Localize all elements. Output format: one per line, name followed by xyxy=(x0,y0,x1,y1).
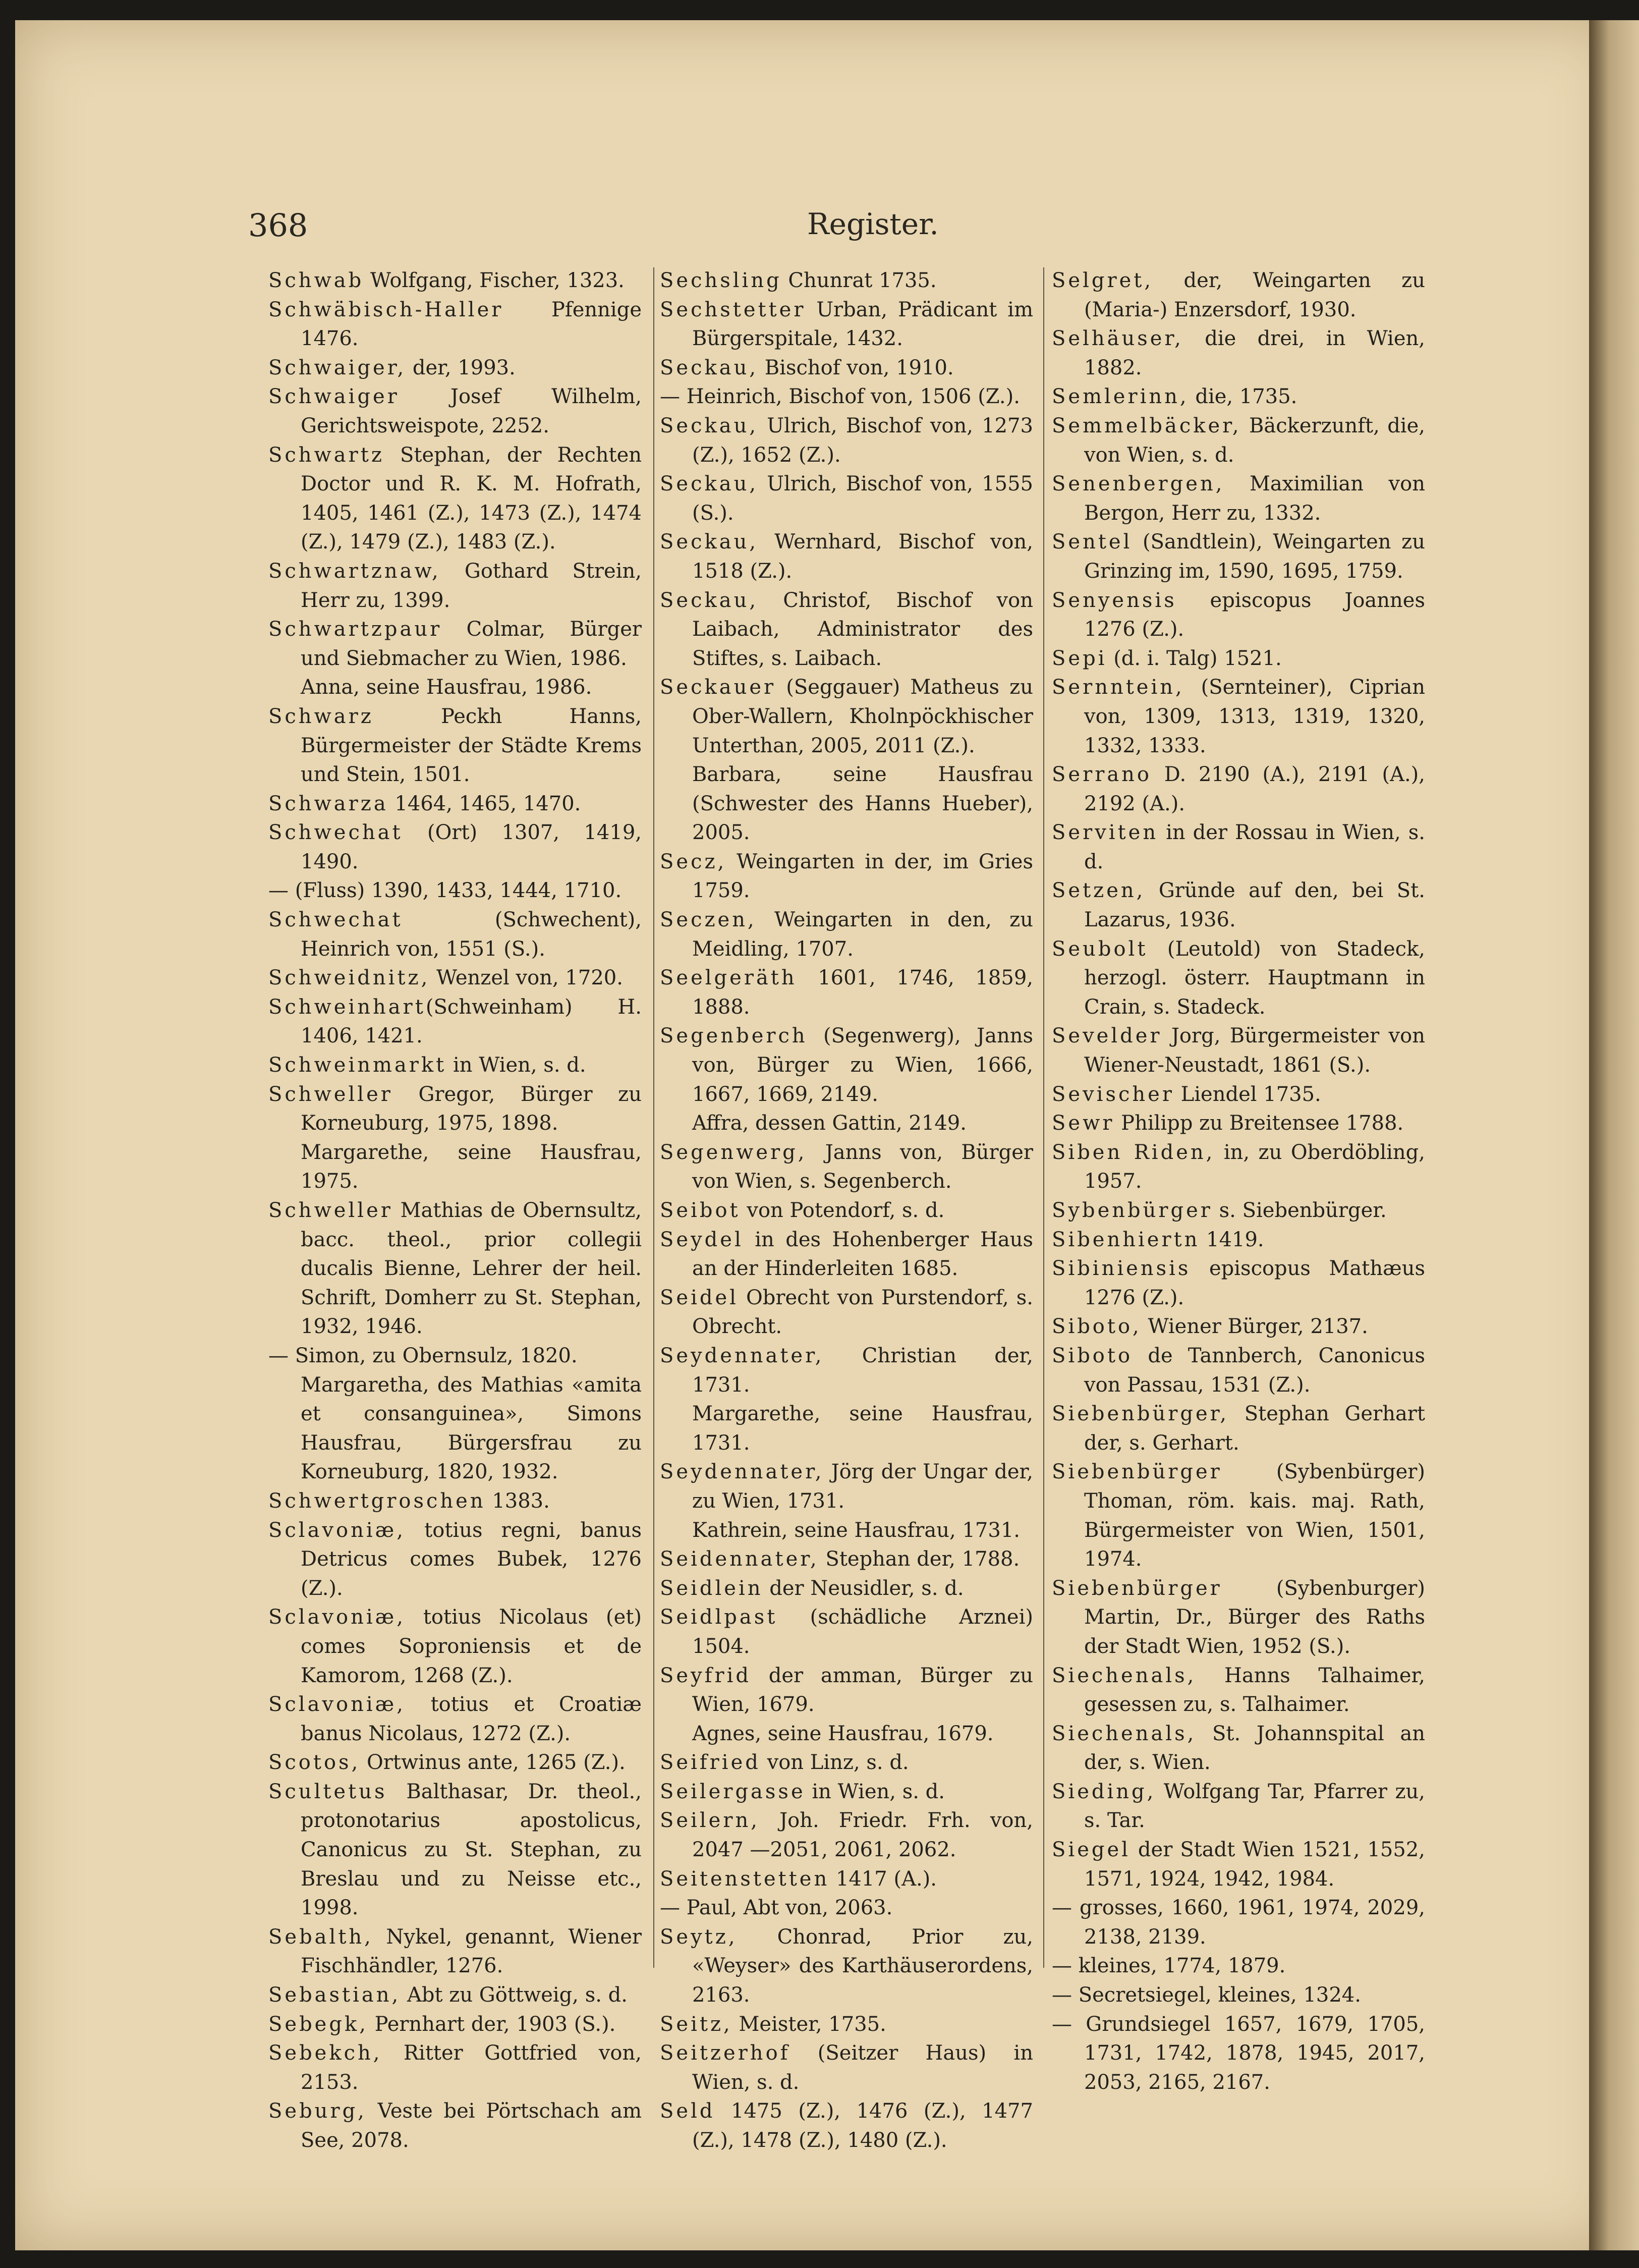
register-entry xyxy=(268,1778,642,1923)
entry-text: Margarethe, seine Hausfrau, 1731. xyxy=(692,1402,1033,1455)
register-entry xyxy=(268,557,642,615)
register-entry xyxy=(268,354,642,383)
entry-keyword: Sibiniensis xyxy=(1052,1257,1191,1281)
entry-text: — (Fluss) 1390, 1433, 1444, 1710. xyxy=(268,879,622,903)
entry-keyword: Siebenbürger xyxy=(1052,1576,1222,1600)
register-entry xyxy=(660,1748,1033,1778)
entry-keyword: Schweller xyxy=(268,1199,393,1222)
register-entry xyxy=(1052,1022,1425,1080)
entry-keyword: Schweidnitz, xyxy=(268,966,430,990)
entry-text: Wolfgang, Fischer, 1323. xyxy=(364,269,625,292)
register-entry xyxy=(1052,1894,1425,1952)
entry-text: Ritter Gottfried von, 2153. xyxy=(301,2041,642,2094)
entry-keyword: Siboto, xyxy=(1052,1315,1142,1339)
register-entry xyxy=(1052,1138,1425,1196)
entry-keyword: Schweller xyxy=(268,1082,393,1106)
register-entry xyxy=(660,1574,1033,1603)
register-entry xyxy=(660,1284,1033,1342)
entry-text: Maximilian von Bergon, Herr zu, 1332. xyxy=(1084,472,1425,525)
entry-text: Chunrat 1735. xyxy=(781,269,937,292)
register-column-1 xyxy=(268,266,642,2155)
entry-keyword: Sclavoniæ, xyxy=(268,1693,406,1717)
entry-text: 1419. xyxy=(1200,1228,1264,1251)
entry-keyword: Serrano xyxy=(1052,763,1152,787)
entry-text: von Potendorf, s. d. xyxy=(740,1199,945,1222)
register-entry xyxy=(1052,1981,1425,2010)
entry-keyword: Siboto xyxy=(1052,1344,1133,1367)
register-entry xyxy=(268,790,642,819)
entry-text: Gregor, Bürger zu Korneuburg, 1975, 1898. xyxy=(301,1082,642,1135)
entry-keyword: Siechenals, xyxy=(1052,1722,1197,1745)
entry-text: (Schweinham) H. 1406, 1421. xyxy=(301,995,642,1048)
register-entry xyxy=(660,354,1033,383)
entry-text: (schädliche Arznei) 1504. xyxy=(692,1606,1033,1658)
entry-text: Jorg, Bürgermeister von Wiener-Neustadt, 1861 (S.). xyxy=(1084,1024,1425,1077)
register-entry xyxy=(660,964,1033,1022)
entry-text: der, 1993. xyxy=(406,356,516,379)
entry-text: 1475 (Z.), 1476 (Z.), 1477 (Z.), 1478 (Z.), 1480 (Z.). xyxy=(692,2099,1033,2152)
register-entry xyxy=(660,1109,1033,1138)
register-entry xyxy=(268,993,642,1051)
register-entry xyxy=(660,1662,1033,1720)
register-entry xyxy=(660,1226,1033,1284)
entry-keyword: Schwaiger xyxy=(268,385,400,409)
register-entry xyxy=(1052,1109,1425,1138)
entry-text: Agnes, seine Hausfrau, 1679. xyxy=(692,1722,994,1745)
register-column-3 xyxy=(1052,266,1425,2097)
entry-text: in, zu Oberdöbling, 1957. xyxy=(1084,1140,1425,1193)
entry-keyword: Seckau, xyxy=(660,414,759,437)
entry-text: 1464, 1465, 1470. xyxy=(388,792,581,815)
entry-text: Christian der, 1731. xyxy=(692,1344,1033,1397)
entry-text: die drei, in Wien, 1882. xyxy=(1084,327,1425,379)
entry-text: Pfennige 1476. xyxy=(301,298,642,351)
register-entry xyxy=(268,1080,642,1138)
entry-text: der, Weingarten zu (Maria-) Enzersdorf, 1930. xyxy=(1084,269,1425,321)
entry-text: Bäckerzunft, die, von Wien, s. d. xyxy=(1084,414,1425,467)
register-entry xyxy=(268,2039,642,2097)
entry-text: in Wien, s. d. xyxy=(805,1780,945,1803)
register-entry xyxy=(1052,818,1425,876)
entry-keyword: Seckau, xyxy=(660,472,759,496)
entry-text: (Seggauer) Matheus zu Ober-Wallern, Kholnpöckhischer Unterthan, 2005, 2011 (Z.). xyxy=(692,676,1033,757)
register-entry xyxy=(1052,1312,1425,1342)
register-entry xyxy=(268,296,642,354)
entry-keyword: Segenberch xyxy=(660,1024,808,1048)
register-entry xyxy=(660,1196,1033,1226)
entry-text: in der Rossau in Wien, s. d. xyxy=(1084,821,1425,873)
entry-keyword: Semmelbäcker, xyxy=(1052,414,1241,437)
register-entry xyxy=(660,1516,1033,1545)
register-entry xyxy=(660,382,1033,412)
register-entry xyxy=(1052,1720,1425,1778)
entry-text: Colmar, Bürger und Siebmacher zu Wien, 1986. xyxy=(301,618,642,670)
register-entry xyxy=(660,1778,1033,1807)
entry-keyword: Sebekch, xyxy=(268,2041,382,2065)
entry-text: Ulrich, Bischof von, 1555 (S.). xyxy=(692,472,1033,525)
entry-text: Wernhard, Bischof von, 1518 (Z.). xyxy=(692,530,1033,583)
register-entry xyxy=(1052,528,1425,586)
register-entry xyxy=(660,906,1033,964)
entry-keyword: Schwarz xyxy=(268,704,374,728)
entry-keyword: Siegel xyxy=(1052,1838,1131,1862)
register-entry xyxy=(268,818,642,876)
register-entry xyxy=(660,470,1033,528)
register-entry xyxy=(268,1051,642,1080)
entry-text: (d. i. Talg) 1521. xyxy=(1107,646,1282,670)
entry-text: Christof, Bischof von Laibach, Administrator des Stiftes, s. Laibach. xyxy=(692,588,1033,670)
register-entry xyxy=(268,1981,642,2010)
register-entry xyxy=(268,1371,642,1487)
register-entry xyxy=(268,1516,642,1603)
register-entry xyxy=(1052,2010,1425,2097)
entry-keyword: Seubolt xyxy=(1052,937,1148,961)
entry-keyword: Seckau, xyxy=(660,356,759,379)
register-entry xyxy=(268,906,642,964)
register-entry xyxy=(660,673,1033,760)
entry-text: die, 1735. xyxy=(1189,385,1297,409)
entry-keyword: Seld xyxy=(660,2099,715,2123)
entry-text: St. Johannspital an der, s. Wien. xyxy=(1084,1722,1425,1775)
entry-keyword: Sebegk, xyxy=(268,2012,368,2036)
entry-keyword: Sybenbürger xyxy=(1052,1199,1213,1222)
register-entry xyxy=(268,673,642,702)
entry-text: der Neusidler, s. d. xyxy=(763,1576,964,1600)
entry-keyword: Seidel xyxy=(660,1286,739,1309)
entry-text: Josef Wilhelm, Gerichtsweispote, 2252. xyxy=(301,385,642,437)
register-entry xyxy=(660,1923,1033,2010)
entry-text: Meister, 1735. xyxy=(732,2012,886,2036)
entry-text: Abt zu Göttweig, s. d. xyxy=(401,1983,628,2007)
entry-keyword: Seidlein xyxy=(660,1576,763,1600)
entry-keyword: Sernntein, xyxy=(1052,676,1184,699)
register-entry xyxy=(268,2097,642,2155)
entry-text: Stephan, der Rechten Doctor und R. K. M. Hofrath, 1405, 1461 (Z.), 1473 (Z.), 1474 (Z.), 1479 (Z.), 1483 (Z.). xyxy=(301,443,642,554)
register-entry xyxy=(660,1806,1033,1864)
entry-text: totius et Croatiæ banus Nicolaus, 1272 (Z.). xyxy=(301,1693,642,1745)
entry-text: Chonrad, Prior zu, «Weyser» des Karthäuserordens, 2163. xyxy=(692,1925,1033,2007)
entry-text: totius Nicolaus (et) comes Soproniensis et de Kamorom, 1268 (Z.). xyxy=(301,1606,642,1687)
entry-keyword: Seydennater, xyxy=(660,1344,824,1367)
entry-keyword: Sevischer xyxy=(1052,1082,1174,1106)
column-rule xyxy=(1043,267,1044,1968)
entry-keyword: Seilergasse xyxy=(660,1780,806,1803)
entry-keyword: Seitz, xyxy=(660,2012,732,2036)
entry-text: Wenzel von, 1720. xyxy=(430,966,623,990)
entry-keyword: Siebenbürger xyxy=(1052,1460,1222,1484)
entry-keyword: Schwäbisch-Haller xyxy=(268,298,504,321)
entry-text: s. Siebenbürger. xyxy=(1212,1199,1387,1222)
entry-keyword: Senyensis xyxy=(1052,588,1177,612)
entry-text: Ortwinus ante, 1265 (Z.). xyxy=(360,1751,626,1775)
register-entry xyxy=(268,1342,642,1371)
entry-text: Wolfgang Tar, Pfarrer zu, s. Tar. xyxy=(1084,1780,1425,1833)
register-entry xyxy=(268,876,642,906)
entry-keyword: Sevelder xyxy=(1052,1024,1162,1048)
entry-text: (Ort) 1307, 1419, 1490. xyxy=(301,821,642,873)
running-title: Register. xyxy=(807,207,939,241)
entry-text: Urban, Prädicant im Bürgerspitale, 1432. xyxy=(692,298,1033,351)
register-entry xyxy=(1052,586,1425,644)
entry-text: — Secretsiegel, kleines, 1324. xyxy=(1052,1983,1361,2007)
entry-keyword: Seitenstetten xyxy=(660,1867,830,1891)
entry-keyword: Schwarza xyxy=(268,792,388,815)
entry-keyword: Sibenhiertn xyxy=(1052,1228,1200,1251)
entry-text: Veste bei Pörtschach am See, 2078. xyxy=(301,2099,642,2152)
register-entry xyxy=(1052,1226,1425,1255)
register-entry xyxy=(660,1865,1033,1894)
entry-keyword: Seilern, xyxy=(660,1809,760,1833)
entry-keyword: Scultetus xyxy=(268,1780,387,1803)
entry-keyword: Seelgeräth xyxy=(660,966,797,990)
entry-text: Stephan Gerhart der, s. Gerhart. xyxy=(1084,1402,1425,1455)
entry-text: in des Hohenberger Haus an der Hinderleiten 1685. xyxy=(692,1228,1033,1281)
register-entry xyxy=(1052,935,1425,1022)
register-entry xyxy=(1052,324,1425,382)
entry-text: Barbara, seine Hausfrau (Schwester des Hanns Hueber), 2005. xyxy=(692,763,1033,845)
entry-text: 1601, 1746, 1859, 1888. xyxy=(692,966,1033,1019)
entry-keyword: Segenwerg, xyxy=(660,1140,807,1164)
entry-text: Bischof von, 1910. xyxy=(758,356,954,379)
register-entry xyxy=(660,848,1033,906)
register-entry xyxy=(1052,1836,1425,1894)
entry-keyword: Seifried xyxy=(660,1751,761,1775)
entry-text: Nykel, genannt, Wiener Fischhändler, 1276. xyxy=(301,1925,642,1978)
entry-text: Weingarten in den, zu Meidling, 1707. xyxy=(692,908,1033,961)
entry-keyword: Sechstetter xyxy=(660,298,806,321)
register-entry xyxy=(660,412,1033,470)
entry-text: episcopus Joannes 1276 (Z.). xyxy=(1084,588,1425,641)
register-entry xyxy=(1052,1662,1425,1720)
register-entry xyxy=(660,1545,1033,1574)
entry-keyword: Scotos, xyxy=(268,1751,361,1775)
register-entry xyxy=(268,1603,642,1690)
entry-keyword: Selgret, xyxy=(1052,269,1154,292)
entry-keyword: Seckau, xyxy=(660,530,759,554)
entry-keyword: Siechenals, xyxy=(1052,1664,1197,1687)
entry-text: Liendel 1735. xyxy=(1174,1082,1321,1106)
entry-text: Weingarten in der, im Gries 1759. xyxy=(692,850,1033,903)
entry-text: Anna, seine Hausfrau, 1986. xyxy=(301,676,592,699)
register-entry xyxy=(1052,266,1425,324)
entry-text: 1383. xyxy=(485,1489,550,1513)
register-entry xyxy=(1052,1254,1425,1312)
entry-keyword: Serviten xyxy=(1052,821,1159,845)
register-entry xyxy=(1052,673,1425,760)
entry-text: (Sybenburger) Martin, Dr., Bürger des Raths der Stadt Wien, 1952 (S.). xyxy=(1084,1576,1425,1658)
entry-keyword: Seibot xyxy=(660,1199,741,1222)
entry-keyword: Sclavoniæ, xyxy=(268,1518,406,1542)
register-entry xyxy=(268,702,642,790)
entry-keyword: Sepi xyxy=(1052,646,1107,670)
entry-keyword: Seidlpast xyxy=(660,1606,778,1629)
register-entry xyxy=(268,1138,642,1196)
entry-keyword: Setzen, xyxy=(1052,879,1146,903)
entry-keyword: Schwaiger, xyxy=(268,356,407,379)
entry-text: Peckh Hanns, Bürgermeister der Städte Krems und Stein, 1501. xyxy=(301,704,642,787)
register-entry xyxy=(1052,1342,1425,1400)
entry-keyword: Senenbergen, xyxy=(1052,472,1225,496)
entry-text: (Sybenbürger) Thoman, röm. kais. maj. Rath, Bürgermeister von Wien, 1501, 1974. xyxy=(1084,1460,1425,1571)
entry-text: (Seitzer Haus) in Wien, s. d. xyxy=(692,2041,1033,2094)
entry-keyword: Schwab xyxy=(268,269,364,292)
entry-text: D. 2190 (A.), 2191 (A.), 2192 (A.). xyxy=(1084,763,1425,815)
register-entry xyxy=(660,760,1033,848)
register-entry xyxy=(1052,1400,1425,1458)
register-entry xyxy=(268,615,642,673)
register-entry xyxy=(268,1196,642,1342)
entry-keyword: Schwertgroschen xyxy=(268,1489,486,1513)
register-entry xyxy=(268,1923,642,1981)
entry-text: von Linz, s. d. xyxy=(760,1751,909,1775)
register-entry xyxy=(660,1400,1033,1458)
entry-keyword: Schweinhart xyxy=(268,995,426,1019)
register-entry xyxy=(268,964,642,993)
register-entry xyxy=(660,2039,1033,2097)
register-entry xyxy=(1052,1080,1425,1110)
entry-keyword: Schweinmarkt xyxy=(268,1054,447,1077)
register-entry xyxy=(660,1458,1033,1516)
entry-text: Mathias de Obernsultz, bacc. theol., prior collegii ducalis Bienne, Lehrer der heil. Schrift, Domherr zu St. Stephan, 1932, 1946. xyxy=(301,1199,642,1339)
entry-keyword: Sewr xyxy=(1052,1112,1115,1135)
entry-keyword: Seydel xyxy=(660,1228,744,1251)
entry-text: Wiener Bürger, 2137. xyxy=(1141,1315,1368,1339)
register-entry xyxy=(660,1603,1033,1661)
entry-text: Margaretha, des Mathias «amita et consanguinea», Simons Hausfrau, Bürgersfrau zu Korneuburg, 1820, 1932. xyxy=(301,1373,642,1484)
register-column-2 xyxy=(660,266,1033,2155)
entry-keyword: Schwartznaw, xyxy=(268,559,441,583)
entry-keyword: Seckauer xyxy=(660,676,776,699)
entry-keyword: Seczen, xyxy=(660,908,757,932)
entry-keyword: Schwechat xyxy=(268,908,403,932)
entry-keyword: Seytz, xyxy=(660,1925,738,1949)
entry-keyword: Sebastian, xyxy=(268,1983,401,2007)
entry-text: 1417 (A.). xyxy=(829,1867,937,1891)
register-entry xyxy=(660,2010,1033,2039)
entry-text: (Leutold) von Stadeck, herzogl. österr. Hauptmann in Crain, s. Stadeck. xyxy=(1084,937,1425,1019)
column-rule xyxy=(653,267,654,1968)
entry-keyword: Schwartzpaur xyxy=(268,618,442,641)
register-entry xyxy=(660,2097,1033,2155)
register-entry xyxy=(268,2010,642,2039)
entry-keyword: Sebalth, xyxy=(268,1925,373,1949)
entry-text: Philipp zu Breitensee 1788. xyxy=(1114,1112,1404,1135)
entry-keyword: Seitzerhof xyxy=(660,2041,790,2065)
entry-text: Janns von, Bürger von Wien, s. Segenberch. xyxy=(692,1140,1033,1193)
entry-keyword: Sentel xyxy=(1052,530,1133,554)
register-entry xyxy=(1052,470,1425,528)
register-entry xyxy=(660,266,1033,296)
register-entry xyxy=(268,1487,642,1516)
register-entry xyxy=(1052,1952,1425,1981)
entry-text: Jörg der Ungar der, zu Wien, 1731. xyxy=(692,1460,1033,1513)
book-spine xyxy=(1589,20,1639,2250)
register-entry xyxy=(1052,1196,1425,1226)
entry-keyword: Schwechat xyxy=(268,821,403,845)
register-entry xyxy=(268,266,642,296)
entry-keyword: Secz, xyxy=(660,850,727,873)
entry-text: — Heinrich, Bischof von, 1506 (Z.). xyxy=(660,385,1020,409)
entry-text: der amman, Bürger zu Wien, 1679. xyxy=(692,1664,1033,1717)
entry-text: Joh. Friedr. Frh. von, 2047 —2051, 2061, 2062. xyxy=(692,1809,1033,1862)
entry-text: — Paul, Abt von, 2063. xyxy=(660,1896,893,1920)
entry-text: (Segenwerg), Janns von, Bürger zu Wien, 1666, 1667, 1669, 2149. xyxy=(692,1024,1033,1106)
entry-text: de Tannberch, Canonicus von Passau, 1531 (Z.). xyxy=(1084,1344,1425,1397)
entry-text: der Stadt Wien 1521, 1552, 1571, 1924, 1942, 1984. xyxy=(1084,1838,1425,1891)
entry-keyword: Seburg, xyxy=(268,2099,367,2123)
entry-text: (Sandtlein), Weingarten zu Grinzing im, 1590, 1695, 1759. xyxy=(1084,530,1425,583)
entry-keyword: Sieding, xyxy=(1052,1780,1156,1803)
entry-keyword: Selhäuser, xyxy=(1052,327,1183,351)
register-entry xyxy=(660,1138,1033,1196)
entry-keyword: Schwartz xyxy=(268,443,384,467)
register-entry xyxy=(1052,412,1425,470)
register-entry xyxy=(1052,1574,1425,1662)
entry-text: Margarethe, seine Hausfrau, 1975. xyxy=(301,1140,642,1193)
entry-keyword: Seidennater, xyxy=(660,1547,819,1571)
entry-text: Obrecht von Purstendorf, s. Obrecht. xyxy=(692,1286,1033,1339)
entry-text: episcopus Mathæus 1276 (Z.). xyxy=(1084,1257,1425,1309)
register-entry xyxy=(268,1690,642,1748)
entry-text: in Wien, s. d. xyxy=(446,1054,586,1077)
entry-text: (Sernteiner), Ciprian von, 1309, 1313, 1319, 1320, 1332, 1333. xyxy=(1084,676,1425,757)
entry-text: — Grundsiegel 1657, 1679, 1705, 1731, 1742, 1878, 1945, 2017, 2053, 2165, 2167. xyxy=(1052,2012,1425,2094)
entry-text: Hanns Talhaimer, gesessen zu, s. Talhaimer. xyxy=(1084,1664,1425,1717)
register-entry xyxy=(268,1748,642,1778)
entry-text: Affra, dessen Gattin, 2149. xyxy=(692,1112,967,1135)
register-entry xyxy=(660,528,1033,586)
register-entry xyxy=(660,1894,1033,1923)
entry-text: Balthasar, Dr. theol., protonotarius apostolicus, Canonicus zu St. Stephan, zu Breslau und zu Neisse etc., 1998. xyxy=(301,1780,642,1920)
register-entry xyxy=(660,1022,1033,1109)
entry-keyword: Seydennater, xyxy=(660,1460,824,1484)
register-entry xyxy=(1052,382,1425,412)
entry-keyword: Seckau, xyxy=(660,588,759,612)
register-entry xyxy=(660,296,1033,354)
entry-text: Gründe auf den, bei St. Lazarus, 1936. xyxy=(1084,879,1425,932)
register-entry xyxy=(660,1720,1033,1749)
entry-text: Pernhart der, 1903 (S.). xyxy=(368,2012,616,2036)
entry-keyword: Siben Riden, xyxy=(1052,1140,1215,1164)
register-entry xyxy=(268,441,642,557)
register-entry xyxy=(1052,644,1425,674)
register-entry xyxy=(1052,760,1425,818)
entry-keyword: Sclavoniæ, xyxy=(268,1606,406,1629)
entry-keyword: Siebenbürger, xyxy=(1052,1402,1229,1426)
register-entry xyxy=(268,382,642,440)
register-entry xyxy=(1052,1778,1425,1836)
entry-text: — Simon, zu Obernsulz, 1820. xyxy=(268,1344,578,1367)
entry-text: (Schwechent), Heinrich von, 1551 (S.). xyxy=(301,908,642,961)
register-entry xyxy=(660,586,1033,674)
entry-text: — kleines, 1774, 1879. xyxy=(1052,1954,1286,1978)
entry-text: totius regni, banus Detricus comes Bubek, 1276 (Z.). xyxy=(301,1518,642,1600)
entry-text: Ulrich, Bischof von, 1273 (Z.), 1652 (Z.). xyxy=(692,414,1033,467)
page-number: 368 xyxy=(248,207,308,244)
register-entry xyxy=(1052,876,1425,934)
register-entry xyxy=(660,1342,1033,1400)
register-entry xyxy=(1052,1458,1425,1574)
entry-keyword: Sechsling xyxy=(660,269,782,292)
entry-keyword: Semlerinn, xyxy=(1052,385,1189,409)
entry-keyword: Seyfrid xyxy=(660,1664,751,1687)
entry-text: — grosses, 1660, 1961, 1974, 2029, 2138, 2139. xyxy=(1052,1896,1425,1949)
entry-text: Kathrein, seine Hausfrau, 1731. xyxy=(692,1518,1020,1542)
entry-text: Stephan der, 1788. xyxy=(819,1547,1020,1571)
entry-text: Gothard Strein, Herr zu, 1399. xyxy=(301,559,642,612)
